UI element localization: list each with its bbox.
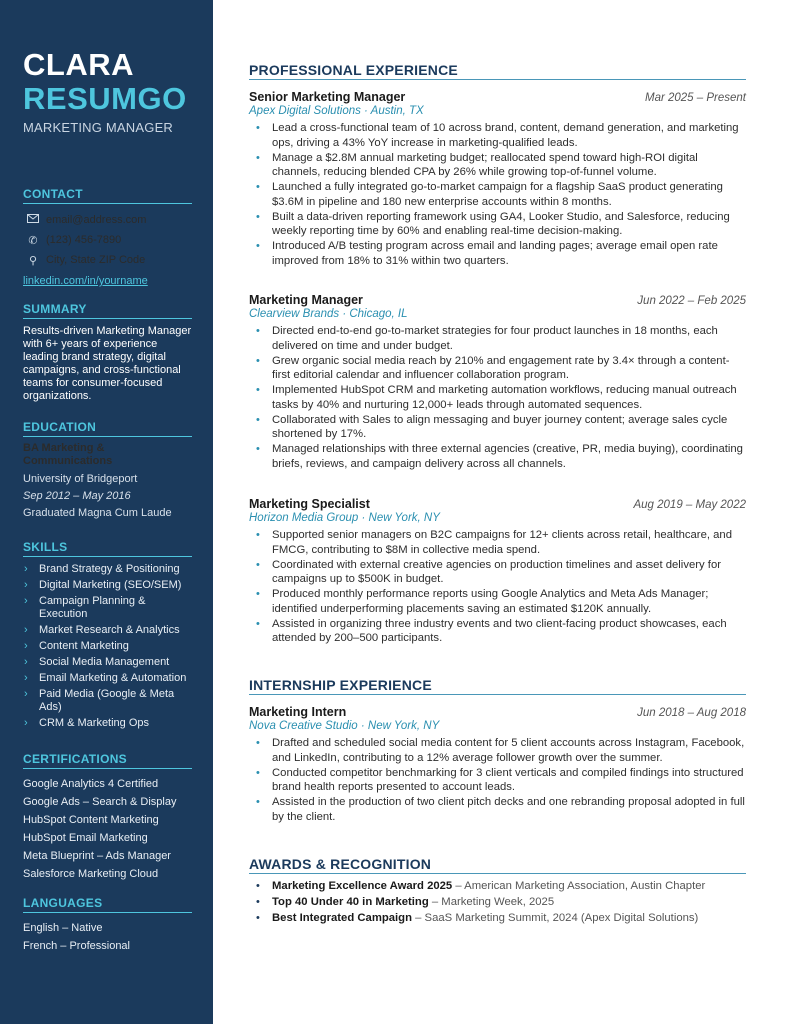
job-entry — [249, 497, 746, 646]
first-name: CLARA — [23, 47, 134, 82]
degree: BA Marketing & Communications — [23, 442, 113, 467]
chevron-right-icon: › — [24, 640, 28, 652]
chevron-right-icon: › — [24, 717, 28, 729]
job-bullet: • Assisted in organizing three industry events and two client-facing product showcases, each attended by 200–500 participants. — [249, 617, 746, 646]
job-bullet: • Drafted and scheduled social media content for 5 client accounts across Instagram, Facebook, and LinkedIn, contributing to a 12% average follower growth over the summer. — [249, 736, 746, 765]
job-entry — [249, 293, 746, 472]
location-pin-icon: ⚲ — [28, 254, 38, 267]
job-bullet: • Lead a cross-functional team of 10 across brand, content, demand generation, and marketing ops, driving a 43% YoY increase in marketing-qualified leads. — [249, 121, 746, 150]
certification-item: Salesforce Marketing Cloud — [23, 868, 159, 880]
skill-item: › Paid Media (Google & Meta Ads) — [24, 688, 175, 713]
skills-heading: SKILLS — [23, 540, 192, 557]
location-text: City, State ZIP Code — [46, 254, 146, 266]
chevron-right-icon: › — [24, 688, 28, 700]
certification-item: Google Ads – Search & Display — [23, 796, 177, 808]
certification-item: HubSpot Content Marketing — [23, 814, 159, 826]
skill-item: › Content Marketing — [24, 640, 129, 652]
job-bullet: • Launched a fully integrated go-to-market campaign for a flagship SaaS product generating $3.6M in pipeline and 180 new enterprise accounts within 8 months. — [249, 180, 746, 209]
phone-icon: ✆ — [28, 234, 38, 247]
skill-item: › CRM & Marketing Ops — [24, 717, 150, 729]
job-bullet: • Implemented HubSpot CRM and marketing automation workflows, reducing manual outreach tasks by 40% and nurturing 12,000+ leads through automated sequences. — [249, 383, 746, 412]
job-entry — [249, 705, 746, 825]
awards-heading: AWARDS & RECOGNITION — [249, 856, 746, 874]
job-bullet: • Coordinated with external creative agencies on production timelines and asset delivery for campaigns up to $500K in budget. — [249, 558, 746, 587]
award-item: • Top 40 Under 40 in Marketing – Marketing Week, 2025 — [249, 894, 746, 910]
awards-list — [249, 878, 746, 926]
professional-experience-heading: PROFESSIONAL EXPERIENCE — [249, 62, 746, 80]
chevron-right-icon: › — [24, 672, 28, 684]
job-dates: Aug 2019 – May 2022 — [633, 499, 746, 511]
certification-item: HubSpot Email Marketing — [23, 832, 148, 844]
job-role: MARKETING MANAGER — [23, 120, 174, 135]
honors: Graduated Magna Cum Laude — [23, 507, 172, 519]
contact-heading: CONTACT — [23, 187, 192, 204]
certifications-section — [23, 752, 192, 883]
job-bullet: • Manage a $2.8M annual marketing budget; reallocated spend toward high-ROI digital channels, reducing blended CPA by 26% while growing top-of-funnel volume. — [249, 151, 746, 180]
skills-section — [23, 540, 192, 733]
job-organization: Clearview Brands · Chicago, IL — [249, 308, 408, 320]
skill-item: › Campaign Planning & Execution — [24, 595, 146, 620]
job-bullet: • Directed end-to-end go-to-market strategies for four product launches in 18 months, each delivered on time and under budget. — [249, 324, 746, 353]
internship-experience-heading: INTERNSHIP EXPERIENCE — [249, 677, 746, 695]
chevron-right-icon: › — [24, 563, 28, 575]
skill-item: › Social Media Management — [24, 656, 170, 668]
skill-item: › Email Marketing & Automation — [24, 672, 187, 684]
job-entry — [249, 90, 746, 269]
skill-item: › Digital Marketing (SEO/SEM) — [24, 579, 182, 591]
chevron-right-icon: › — [24, 624, 28, 636]
skill-item: › Market Research & Analytics — [24, 624, 180, 636]
languages-section — [23, 896, 192, 955]
job-bullet: • Conducted competitor benchmarking for 3 client verticals and compiled findings into structured brand health reports presented to account leads. — [249, 766, 746, 795]
award-item: • Marketing Excellence Award 2025 – American Marketing Association, Austin Chapter — [249, 878, 746, 894]
job-bullet: • Supported senior managers on B2C campaigns for 12+ clients across retail, healthcare, and FMCG, contributing to $8M in collective media spend. — [249, 528, 746, 557]
language-item: English – Native — [23, 922, 103, 934]
job-title: Marketing Manager — [249, 293, 363, 307]
award-item: • Best Integrated Campaign – SaaS Marketing Summit, 2024 (Apex Digital Solutions) — [249, 910, 746, 926]
phone-row — [23, 230, 192, 250]
email-row — [23, 210, 192, 230]
job-bullet: • Grew organic social media reach by 210% and engagement rate by 3.4× through a content-first editorial calendar and influencer collaboration program. — [249, 354, 746, 383]
certifications-heading: CERTIFICATIONS — [23, 752, 192, 769]
job-bullet: • Managed relationships with three external agencies (creative, PR, media buying), coordinating briefs, reviews, and campaign delivery across all channels. — [249, 442, 746, 471]
job-organization: Apex Digital Solutions · Austin, TX — [249, 105, 424, 117]
school: University of Bridgeport — [23, 473, 138, 485]
linkedin-link[interactable]: linkedin.com/in/yourname — [23, 275, 148, 287]
language-item: French – Professional — [23, 940, 130, 952]
job-dates: Jun 2018 – Aug 2018 — [637, 707, 746, 719]
job-title: Marketing Intern — [249, 705, 347, 719]
job-title: Senior Marketing Manager — [249, 90, 406, 104]
job-bullet: • Collaborated with Sales to align messaging and buyer journey content; average sales cycle shortened by 17%. — [249, 413, 746, 442]
summary-text: Results-driven Marketing Manager with 6+ years of experience leading brand strategy, digital campaigns, and cross-functional teams for consumer-focused organizations. — [23, 325, 192, 402]
location-row — [23, 250, 192, 270]
certification-item: Meta Blueprint – Ads Manager — [23, 850, 171, 862]
chevron-right-icon: › — [24, 656, 28, 668]
education-section — [23, 420, 192, 519]
education-heading: EDUCATION — [23, 420, 192, 437]
email-text[interactable]: email@address.com — [46, 214, 147, 226]
certification-item: Google Analytics 4 Certified — [23, 778, 159, 790]
education-dates: Sep 2012 – May 2016 — [23, 490, 131, 502]
languages-heading: LANGUAGES — [23, 896, 192, 913]
job-bullet: • Assisted in the production of two client pitch decks and one rebranding proposal adopted in full by the client. — [249, 795, 746, 824]
job-dates: Jun 2022 – Feb 2025 — [637, 295, 746, 307]
envelope-icon — [25, 214, 41, 226]
job-title: Marketing Specialist — [249, 497, 370, 511]
job-bullet: • Introduced A/B testing program across email and landing pages; average email open rate improved from 18% to 31% within two quarters. — [249, 239, 746, 268]
last-name: RESUMGO — [23, 81, 187, 116]
skill-item: › Brand Strategy & Positioning — [24, 563, 180, 575]
job-organization: Horizon Media Group · New York, NY — [249, 512, 440, 524]
job-organization: Nova Creative Studio · New York, NY — [249, 720, 440, 732]
summary-heading: SUMMARY — [23, 302, 192, 319]
contact-section — [23, 187, 192, 289]
chevron-right-icon: › — [24, 579, 28, 591]
phone-text[interactable]: (123) 456-7890 — [46, 234, 122, 246]
skills-list — [23, 563, 192, 730]
chevron-right-icon: › — [24, 595, 28, 607]
job-bullet: • Built a data-driven reporting framework using GA4, Looker Studio, and Salesforce, reducing weekly reporting time by 60% and enabling real-time decision-making. — [249, 210, 746, 239]
job-dates: Mar 2025 – Present — [644, 92, 746, 104]
summary-section — [23, 302, 192, 403]
job-bullet: • Produced monthly performance reports using Google Analytics and Meta Ads Manager; identified underperforming placements saving an estimated $120K annually. — [249, 587, 746, 616]
